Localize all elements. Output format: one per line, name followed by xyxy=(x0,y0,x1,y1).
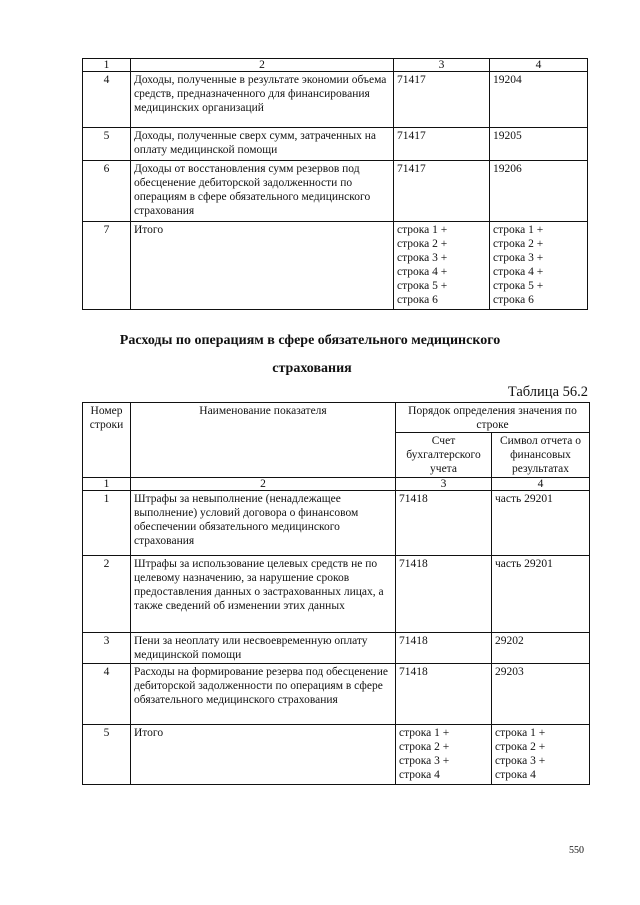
row-number-cell: 3 xyxy=(83,633,131,664)
total-formula: строка 1 + строка 2 + строка 3 + строка 4 xyxy=(495,727,546,781)
row-number-cell: 5 xyxy=(83,128,131,161)
account-cell xyxy=(396,725,492,785)
table-row xyxy=(83,633,590,664)
table-index-row xyxy=(83,478,590,491)
account-cell: 71418 xyxy=(396,633,492,664)
index-cell: 3 xyxy=(394,59,490,72)
table-index-row xyxy=(83,59,588,72)
table-row xyxy=(83,128,588,161)
header-row-number: Номер строки xyxy=(83,403,131,478)
indicator-name-cell: Итого xyxy=(131,725,396,785)
indicator-name-cell: Итого xyxy=(131,222,394,310)
account-cell: 71418 xyxy=(396,491,492,556)
index-cell: 4 xyxy=(492,478,590,491)
section-heading-continued: страхования xyxy=(272,361,352,376)
row-number-cell: 2 xyxy=(83,556,131,633)
indicator-name-cell: Доходы от восстановления сумм резервов под обесценение дебиторской задолженности по операциям в сфере обязательного медицинского страхования xyxy=(131,161,394,222)
row-number-cell: 7 xyxy=(83,222,131,310)
income-table xyxy=(82,58,588,310)
index-cell: 2 xyxy=(131,478,396,491)
total-formula: строка 1 + строка 2 + строка 3 + строка 4 + строка 5 + строка 6 xyxy=(397,224,448,306)
header-determination: Порядок определения значения по строке xyxy=(396,403,590,433)
row-number-cell: 4 xyxy=(83,72,131,128)
symbol-cell: 19206 xyxy=(490,161,588,222)
table-row xyxy=(83,491,590,556)
symbol-cell: часть 29201 xyxy=(492,491,590,556)
indicator-name-cell: Доходы, полученные сверх сумм, затраченных на оплату медицинской помощи xyxy=(131,128,394,161)
index-cell: 2 xyxy=(131,59,394,72)
indicator-name-cell: Расходы на формирование резерва под обесценение дебиторской задолженности по операциям в сфере обязательного медицинского страхования xyxy=(131,664,396,725)
index-cell: 3 xyxy=(396,478,492,491)
expenses-table xyxy=(82,402,590,785)
page-number: 550 xyxy=(569,845,584,856)
index-cell: 1 xyxy=(83,478,131,491)
index-cell: 1 xyxy=(83,59,131,72)
header-account: Счет бухгалтерского учета xyxy=(396,433,492,478)
symbol-cell: часть 29201 xyxy=(492,556,590,633)
section-heading: Расходы по операциям в сфере обязательного медицинского xyxy=(119,333,501,348)
table-row xyxy=(83,161,588,222)
symbol-cell: 29203 xyxy=(492,664,590,725)
symbol-cell: 19204 xyxy=(490,72,588,128)
account-cell: 71417 xyxy=(394,72,490,128)
table-label: Таблица 56.2 xyxy=(507,384,588,400)
index-cell: 4 xyxy=(490,59,588,72)
total-formula: строка 1 + строка 2 + строка 3 + строка 4 + строка 5 + строка 6 xyxy=(493,224,544,306)
indicator-name-cell: Штрафы за использование целевых средств не по целевому назначению, за нарушение сроков предоставления данных о застрахованных лицах, а также сведений об изменении этих данных xyxy=(131,556,396,633)
header-indicator-name: Наименование показателя xyxy=(131,403,396,478)
account-cell: 71418 xyxy=(396,556,492,633)
row-number-cell: 5 xyxy=(83,725,131,785)
table-row xyxy=(83,556,590,633)
symbol-cell xyxy=(490,222,588,310)
table-header-row xyxy=(83,403,590,433)
account-cell: 71417 xyxy=(394,161,490,222)
symbol-cell xyxy=(492,725,590,785)
table-row-total xyxy=(83,222,588,310)
indicator-name-cell: Пени за неоплату или несвоевременную оплату медицинской помощи xyxy=(131,633,396,664)
table-row xyxy=(83,664,590,725)
account-cell: 71418 xyxy=(396,664,492,725)
row-number-cell: 6 xyxy=(83,161,131,222)
row-number-cell: 1 xyxy=(83,491,131,556)
indicator-name-cell: Доходы, полученные в результате экономии объема средств, предназначенного для финансирования медицинских организаций xyxy=(131,72,394,128)
table-row xyxy=(83,72,588,128)
header-symbol: Символ отчета о финансовых результатах xyxy=(492,433,590,478)
table-row-total xyxy=(83,725,590,785)
row-number-cell: 4 xyxy=(83,664,131,725)
account-cell xyxy=(394,222,490,310)
symbol-cell: 29202 xyxy=(492,633,590,664)
account-cell: 71417 xyxy=(394,128,490,161)
total-formula: строка 1 + строка 2 + строка 3 + строка 4 xyxy=(399,727,450,781)
symbol-cell: 19205 xyxy=(490,128,588,161)
indicator-name-cell: Штрафы за невыполнение (ненадлежащее выполнение) условий договора о финансовом обеспечении обязательного медицинского страхования xyxy=(131,491,396,556)
